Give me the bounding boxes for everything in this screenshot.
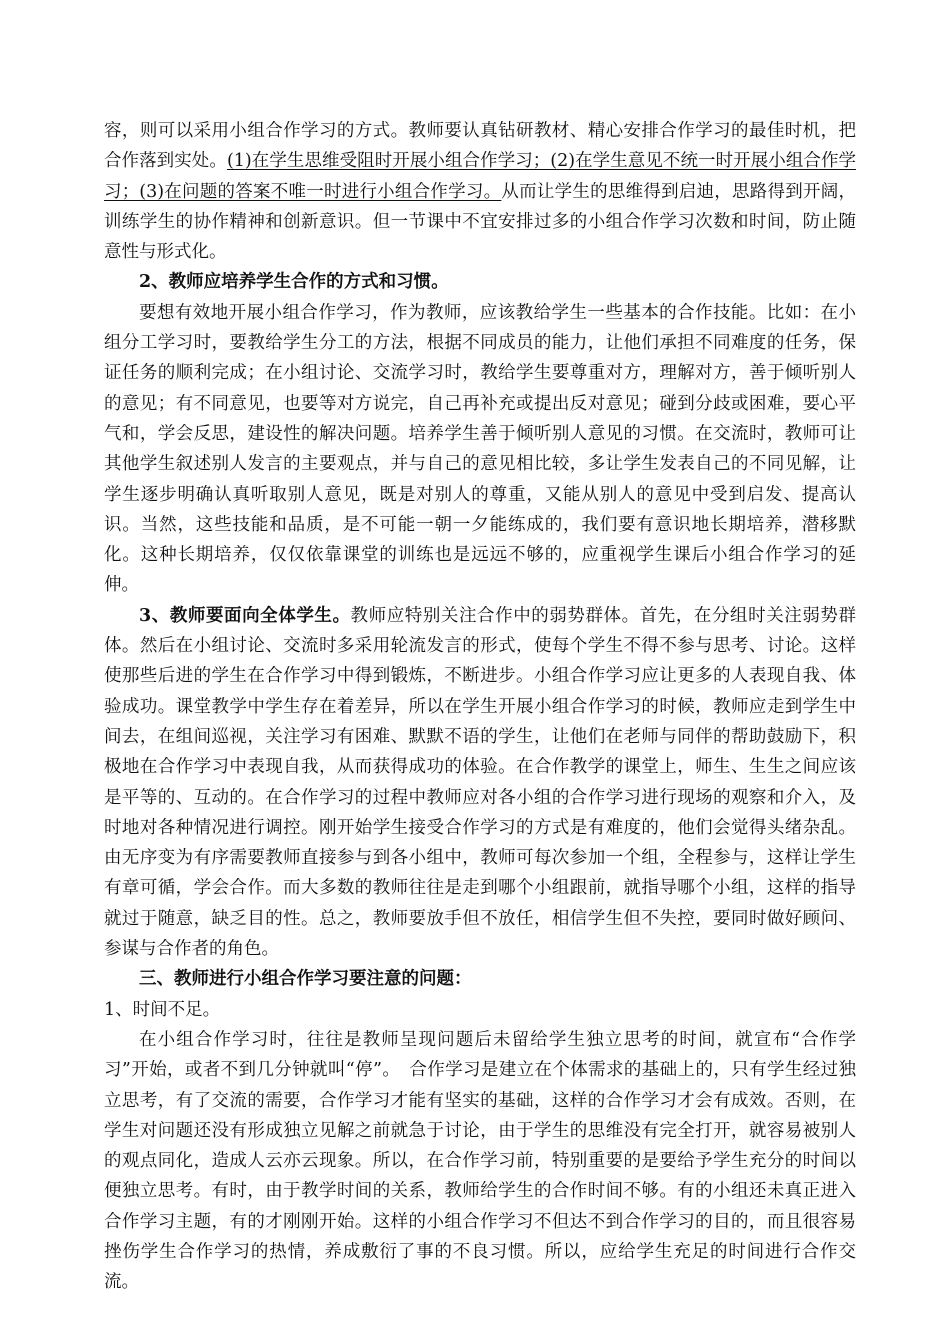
- paragraph: 在小组合作学习时，往往是教师呈现问题后未留给学生独立思考的时间，就宣布“合作学习”开始，或者不到几分钟就叫“停”。 合作学习是建立在个体需求的基础上的，只有学生经过独立思考，有了交流的需要，合作学习才能有坚实的基础，这样的合作学习才会有成效。否则，在学生对问题还没有形成独立见解之前就急于讨论，由于学生的思维没有完全打开，就容易被别人的观点同化，造成人云亦云现象。所以，在合作学习前，特别重要的是要给予学生充分的时间以便独立思考。有时，由于教学时间的关系，教师给学生的合作时间不够。有的小组还未真正进入合作学习主题，有的才刚刚开始。这样的小组合作学习不但达不到合作学习的目的，而且很容易挫伤学生合作学习的热情，养成敷衍了事的不良习惯。所以，应给学生充足的时间进行合作交流。: [104, 1029, 856, 1293]
- paragraph-text: 从而让学生的思维得到启迪，思路得到开阔，训练学生的协作精神和创新意识。但一节课中不宜安排过多的小组合作学习次数和时间，防止随意性与形式化。: [104, 181, 856, 263]
- paragraph-text: 教师应特别关注合作中的弱势群体。首先，在分组时关注弱势群体。然后在小组讨论、交流时多采用轮流发言的形式，使每个学生不得不参与思考、讨论。这样使那些后进的学生在合作学习中得到锻炼，不断进步。小组合作学习应让更多的人表现自我、体验成功。课堂教学中学生存在着差异，所以在学生开展小组合作学习的时候，教师应走到学生中间去，在组间巡视，关注学习有困难、默默不语的学生，让他们在老师与同伴的帮助鼓励下，积极地在合作学习中表现自我，从而获得成功的体验。在合作教学的课堂上，师生、生生之间应该是平等的、互动的。在合作学习的过程中教师应对各小组的合作学习进行现场的观察和介入，及时地对各种情况进行调控。刚开始学生接受合作学习的方式是有难度的，他们会觉得头绪杂乱。由无序变为有序需要教师直接参与到各小组中，教师可每次参加一个组，全程参与，这样让学生有章可循，学会合作。而大多数的教师往往是走到哪个小组跟前，就指导哪个小组，这样的指导就过于随意，缺乏目的性。总之，教师要放手但不放任，相信学生但不失控，要同时做好顾问、参谋与合作者的角色。: [104, 605, 856, 960]
- section-heading: 三、教师进行小组合作学习要注意的问题：: [139, 969, 472, 990]
- paragraph: [104, 601, 856, 965]
- paragraph-text: 容，则可以采用小组合作学习的方式。教师要认真钻研教材、精心安排合作学习的最佳时机，把合作落到实处。: [104, 121, 856, 172]
- underlined-text: (1)在学生思维受阻时开展小组合作学习；(2)在学生意见不统一时开展小组合作学习；(3)在问题的答案不唯一时进行小组合作学习。: [104, 151, 857, 202]
- paragraph-lead-heading: 3、教师要面向全体学生。: [139, 605, 351, 626]
- document-page: [104, 116, 856, 1298]
- subsection-label: 1、时间不足。: [104, 999, 221, 1020]
- section-heading: 2、教师应培养学生合作的方式和习惯。: [139, 272, 449, 293]
- paragraph-continued: [104, 116, 856, 267]
- paragraph: 要想有效地开展小组合作学习，作为教师，应该教给学生一些基本的合作技能。比如：在小组分工学习时，要教给学生分工的方法，根据不同成员的能力，让他们承担不同难度的任务，保证任务的顺利完成；在小组讨论、交流学习时，教给学生要尊重对方，理解对方，善于倾听别人的意见；有不同意见，也要等对方说完，自己再补充或提出反对意见；碰到分歧或困难，要心平气和，学会反思，建设性的解决问题。培养学生善于倾听别人意见的习惯。在交流时，教师可让其他学生叙述别人发言的主要观点，并与自己的意见相比较，多让学生发表自己的不同见解，让学生逐步明确认真听取别人意见，既是对别人的尊重，又能从别人的意见中受到启发、提高认识。当然，这些技能和品质，是不可能一朝一夕能练成的，我们要有意识地长期培养，潜移默化。这种长期培养，仅仅依靠课堂的训练也是远远不够的，应重视学生课后小组合作学习的延伸。: [104, 302, 856, 596]
